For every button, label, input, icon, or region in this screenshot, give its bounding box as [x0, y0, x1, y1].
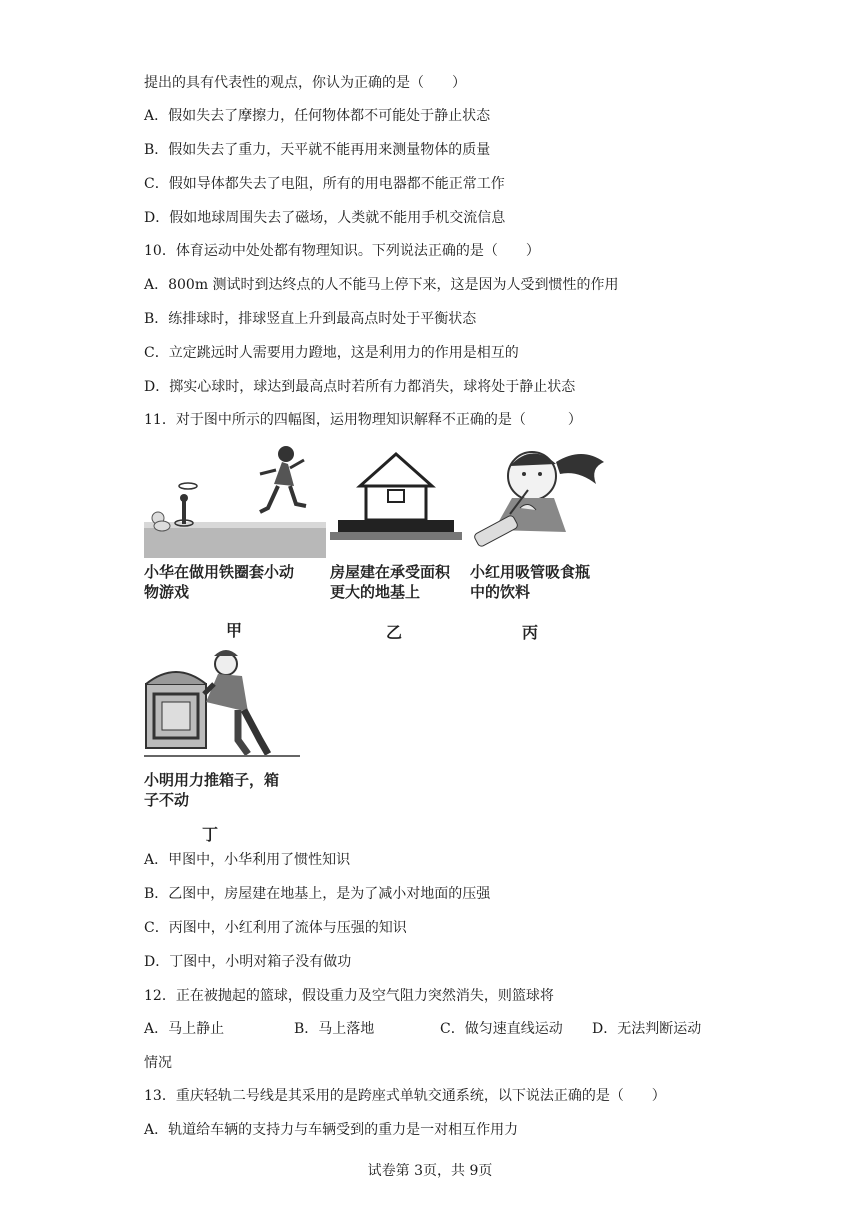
q12-option-b: B．马上落地 — [294, 1021, 375, 1037]
q9-option-a: A．假如失去了摩擦力，任何物体都不可能处于静止状态 — [144, 108, 491, 124]
q11-option-d: D．丁图中，小明对箱子没有做功 — [144, 954, 352, 970]
figure-yi-caption-line1: 房屋建在承受面积 — [330, 563, 451, 581]
q11-option-b: B．乙图中，房屋建在地基上，是为了减小对地面的压强 — [144, 886, 491, 902]
q11-option-a: A．甲图中，小华利用了惯性知识 — [144, 852, 351, 868]
figure-ding-caption-line1: 小明用力推箱子，箱 — [144, 771, 280, 789]
q13-option-a: A．轨道给车辆的支持力与车辆受到的重力是一对相互作用力 — [144, 1122, 519, 1138]
q12-option-c: C．做匀速直线运动 — [440, 1021, 563, 1037]
q10-option-d: D．掷实心球时，球达到最高点时若所有力都消失，球将处于静止状态 — [144, 379, 576, 395]
q12-option-a: A．马上静止 — [144, 1021, 225, 1037]
figure-ding-illustration — [144, 644, 300, 762]
q10-option-c: C．立定跳远时人需要用力蹬地，这是利用力的作用是相互的 — [144, 345, 519, 361]
q12-option-d-continuation: 情况 — [144, 1055, 172, 1071]
q13-stem: 13．重庆轻轨二号线是其采用的是跨座式单轨交通系统，以下说法正确的是（ ） — [144, 1088, 666, 1104]
figure-yi-caption-line2: 更大的地基上 — [330, 583, 421, 601]
figure-bing-caption-line2: 中的饮料 — [470, 583, 531, 601]
q9-option-c: C．假如导体都失去了电阻，所有的用电器都不能正常工作 — [144, 176, 505, 192]
figure-ding-caption-line2: 子不动 — [144, 791, 190, 809]
figure-jia-caption-line2: 物游戏 — [144, 583, 190, 601]
q9-stem-tail: 提出的具有代表性的观点，你认为正确的是（ ） — [144, 75, 466, 91]
figure-ding-label: 丁 — [202, 825, 219, 844]
q12-option-d: D．无法判断运动 — [592, 1021, 702, 1037]
figure-bing-label: 丙 — [522, 623, 539, 642]
q9-option-d: D．假如地球周围失去了磁场，人类就不能用手机交流信息 — [144, 210, 506, 226]
q10-stem: 10．体育运动中处处都有物理知识。下列说法正确的是（ ） — [144, 243, 540, 259]
figure-yi-illustration — [330, 440, 462, 558]
figure-jia-illustration — [144, 440, 326, 558]
q11-option-c: C．丙图中，小红利用了流体与压强的知识 — [144, 920, 407, 936]
figure-jia-label: 甲 — [226, 621, 243, 640]
figure-bing-caption-line1: 小红用吸管吸食瓶 — [470, 563, 591, 581]
q9-option-b: B．假如失去了重力，天平就不能再用来测量物体的质量 — [144, 142, 491, 158]
figure-jia-caption-line1: 小华在做用铁圈套小动 — [144, 563, 295, 581]
page-footer: 试卷第 3页，共 9页 — [367, 1163, 493, 1179]
figure-bing-illustration — [470, 440, 612, 558]
q12-stem: 12．正在被抛起的篮球，假设重力及空气阻力突然消失，则篮球将 — [144, 988, 554, 1004]
q10-option-a: A．800m 测试时到达终点的人不能马上停下来，这是因为人受到惯性的作用 — [144, 277, 619, 293]
q10-option-b: B．练排球时，排球竖直上升到最高点时处于平衡状态 — [144, 311, 477, 327]
figure-yi-label: 乙 — [386, 623, 403, 642]
q11-stem: 11．对于图中所示的四幅图，运用物理知识解释不正确的是（ ） — [144, 412, 582, 428]
